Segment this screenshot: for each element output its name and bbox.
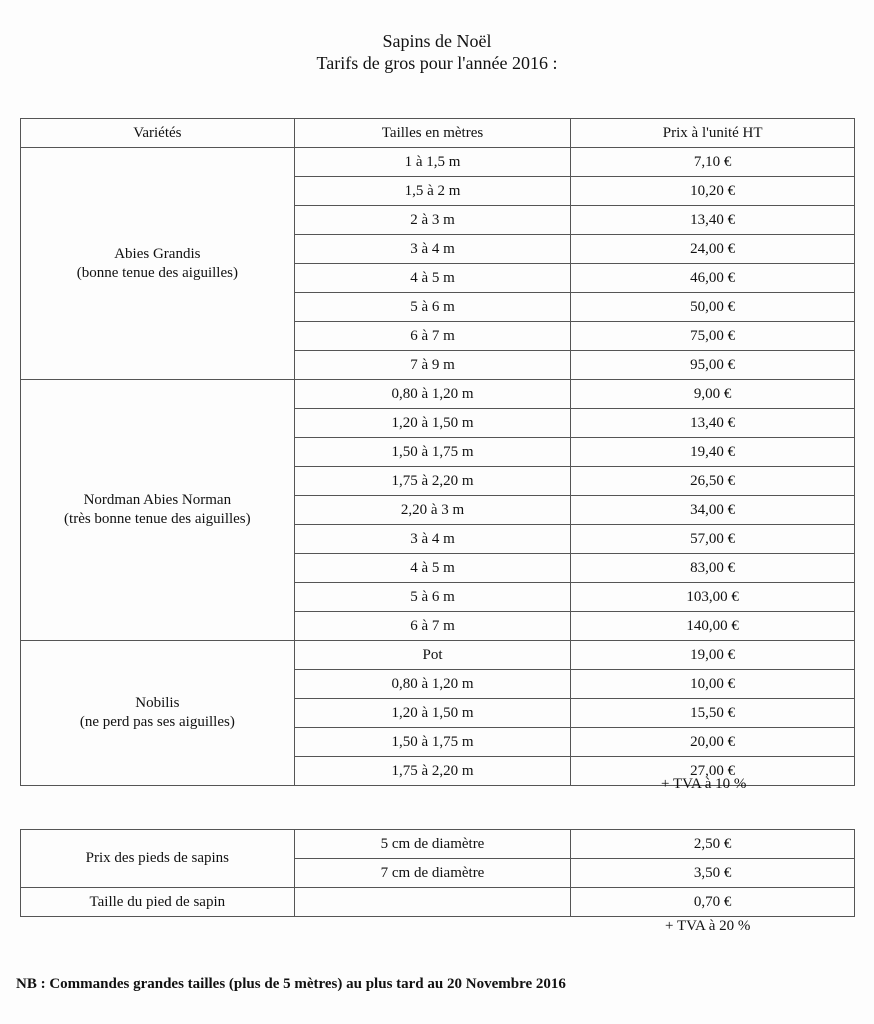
size-cell: 5 à 6 m [294,583,571,612]
title-block [0,30,874,74]
size-cell: 1,75 à 2,20 m [294,757,571,786]
size-cell: 7 à 9 m [294,351,571,380]
page-subtitle: Tarifs de gros pour l'année 2016 : [316,53,558,73]
price-table [20,118,855,786]
size-cell: 3 à 4 m [294,525,571,554]
size-cell: 2,20 à 3 m [294,496,571,525]
variety-note: (ne perd pas ses aiguilles) [79,714,235,730]
size-cell: 6 à 7 m [294,612,571,641]
table-row [21,830,855,859]
variety-note: (très bonne tenue des aiguilles) [64,511,251,527]
price-cell: 27,00 € [571,757,855,786]
page-title: Sapins de Noël [382,31,492,51]
stand-size: 5 cm de diamètre [294,830,571,859]
price-cell: 83,00 € [571,554,855,583]
stand-label: Prix des pieds de sapins [21,830,295,888]
price-cell: 103,00 € [571,583,855,612]
size-cell: 1,50 à 1,75 m [294,728,571,757]
variety-name: Nordman Abies Norman [83,492,232,508]
size-cell: 1,75 à 2,20 m [294,467,571,496]
size-cell: 1 à 1,5 m [294,148,571,177]
header-size: Tailles en mètres [294,119,571,148]
table-row [21,148,855,177]
table-row [21,641,855,670]
price-table-body [21,148,855,786]
price-cell: 26,50 € [571,467,855,496]
feet-table [20,829,855,917]
table-row [21,888,855,917]
size-cell: Pot [294,641,571,670]
variety-note: (bonne tenue des aiguilles) [76,264,238,281]
price-cell: 19,40 € [571,438,855,467]
price-cell: 19,00 € [571,641,855,670]
variety-cell [21,380,295,641]
stand-price: 3,50 € [571,859,855,888]
size-cell: 6 à 7 m [294,322,571,351]
tva-trees-note: + TVA à 10 % [661,776,747,792]
header-row [21,119,855,148]
price-cell: 34,00 € [571,496,855,525]
tva-feet-note: + TVA à 20 % [665,918,751,934]
size-cell: 0,80 à 1,20 m [294,670,571,699]
variety-name: Nobilis [135,695,180,711]
header-price: Prix à l'unité HT [571,119,855,148]
size-cell: 4 à 5 m [294,264,571,293]
price-cell: 9,00 € [571,380,855,409]
size-cell: 2 à 3 m [294,206,571,235]
price-cell: 13,40 € [571,409,855,438]
size-cell: 4 à 5 m [294,554,571,583]
size-cell: 0,80 à 1,20 m [294,380,571,409]
stand-size: 7 cm de diamètre [294,859,571,888]
size-cell: 1,20 à 1,50 m [294,699,571,728]
size-cell: 1,20 à 1,50 m [294,409,571,438]
trim-size [294,888,571,917]
size-cell: 1,5 à 2 m [294,177,571,206]
trim-price: 0,70 € [571,888,855,917]
variety-cell [21,641,295,786]
trim-label: Taille du pied de sapin [21,888,295,917]
size-cell: 5 à 6 m [294,293,571,322]
price-cell: 15,50 € [571,699,855,728]
size-cell: 3 à 4 m [294,235,571,264]
price-cell: 13,40 € [571,206,855,235]
price-cell: 10,20 € [571,177,855,206]
price-cell: 75,00 € [571,322,855,351]
price-cell: 95,00 € [571,351,855,380]
variety-name: Abies Grandis [114,245,201,262]
price-cell: 7,10 € [571,148,855,177]
header-variety: Variétés [21,119,295,148]
table-row [21,380,855,409]
price-cell: 24,00 € [571,235,855,264]
price-cell: 10,00 € [571,670,855,699]
variety-cell [21,148,295,380]
price-cell: 57,00 € [571,525,855,554]
price-cell: 46,00 € [571,264,855,293]
price-cell: 50,00 € [571,293,855,322]
price-cell: 20,00 € [571,728,855,757]
nb-note: NB : Commandes grandes tailles (plus de 5 mètres) au plus tard au 20 Novembre 2016 [16,976,566,992]
price-cell: 140,00 € [571,612,855,641]
stand-price: 2,50 € [571,830,855,859]
size-cell: 1,50 à 1,75 m [294,438,571,467]
